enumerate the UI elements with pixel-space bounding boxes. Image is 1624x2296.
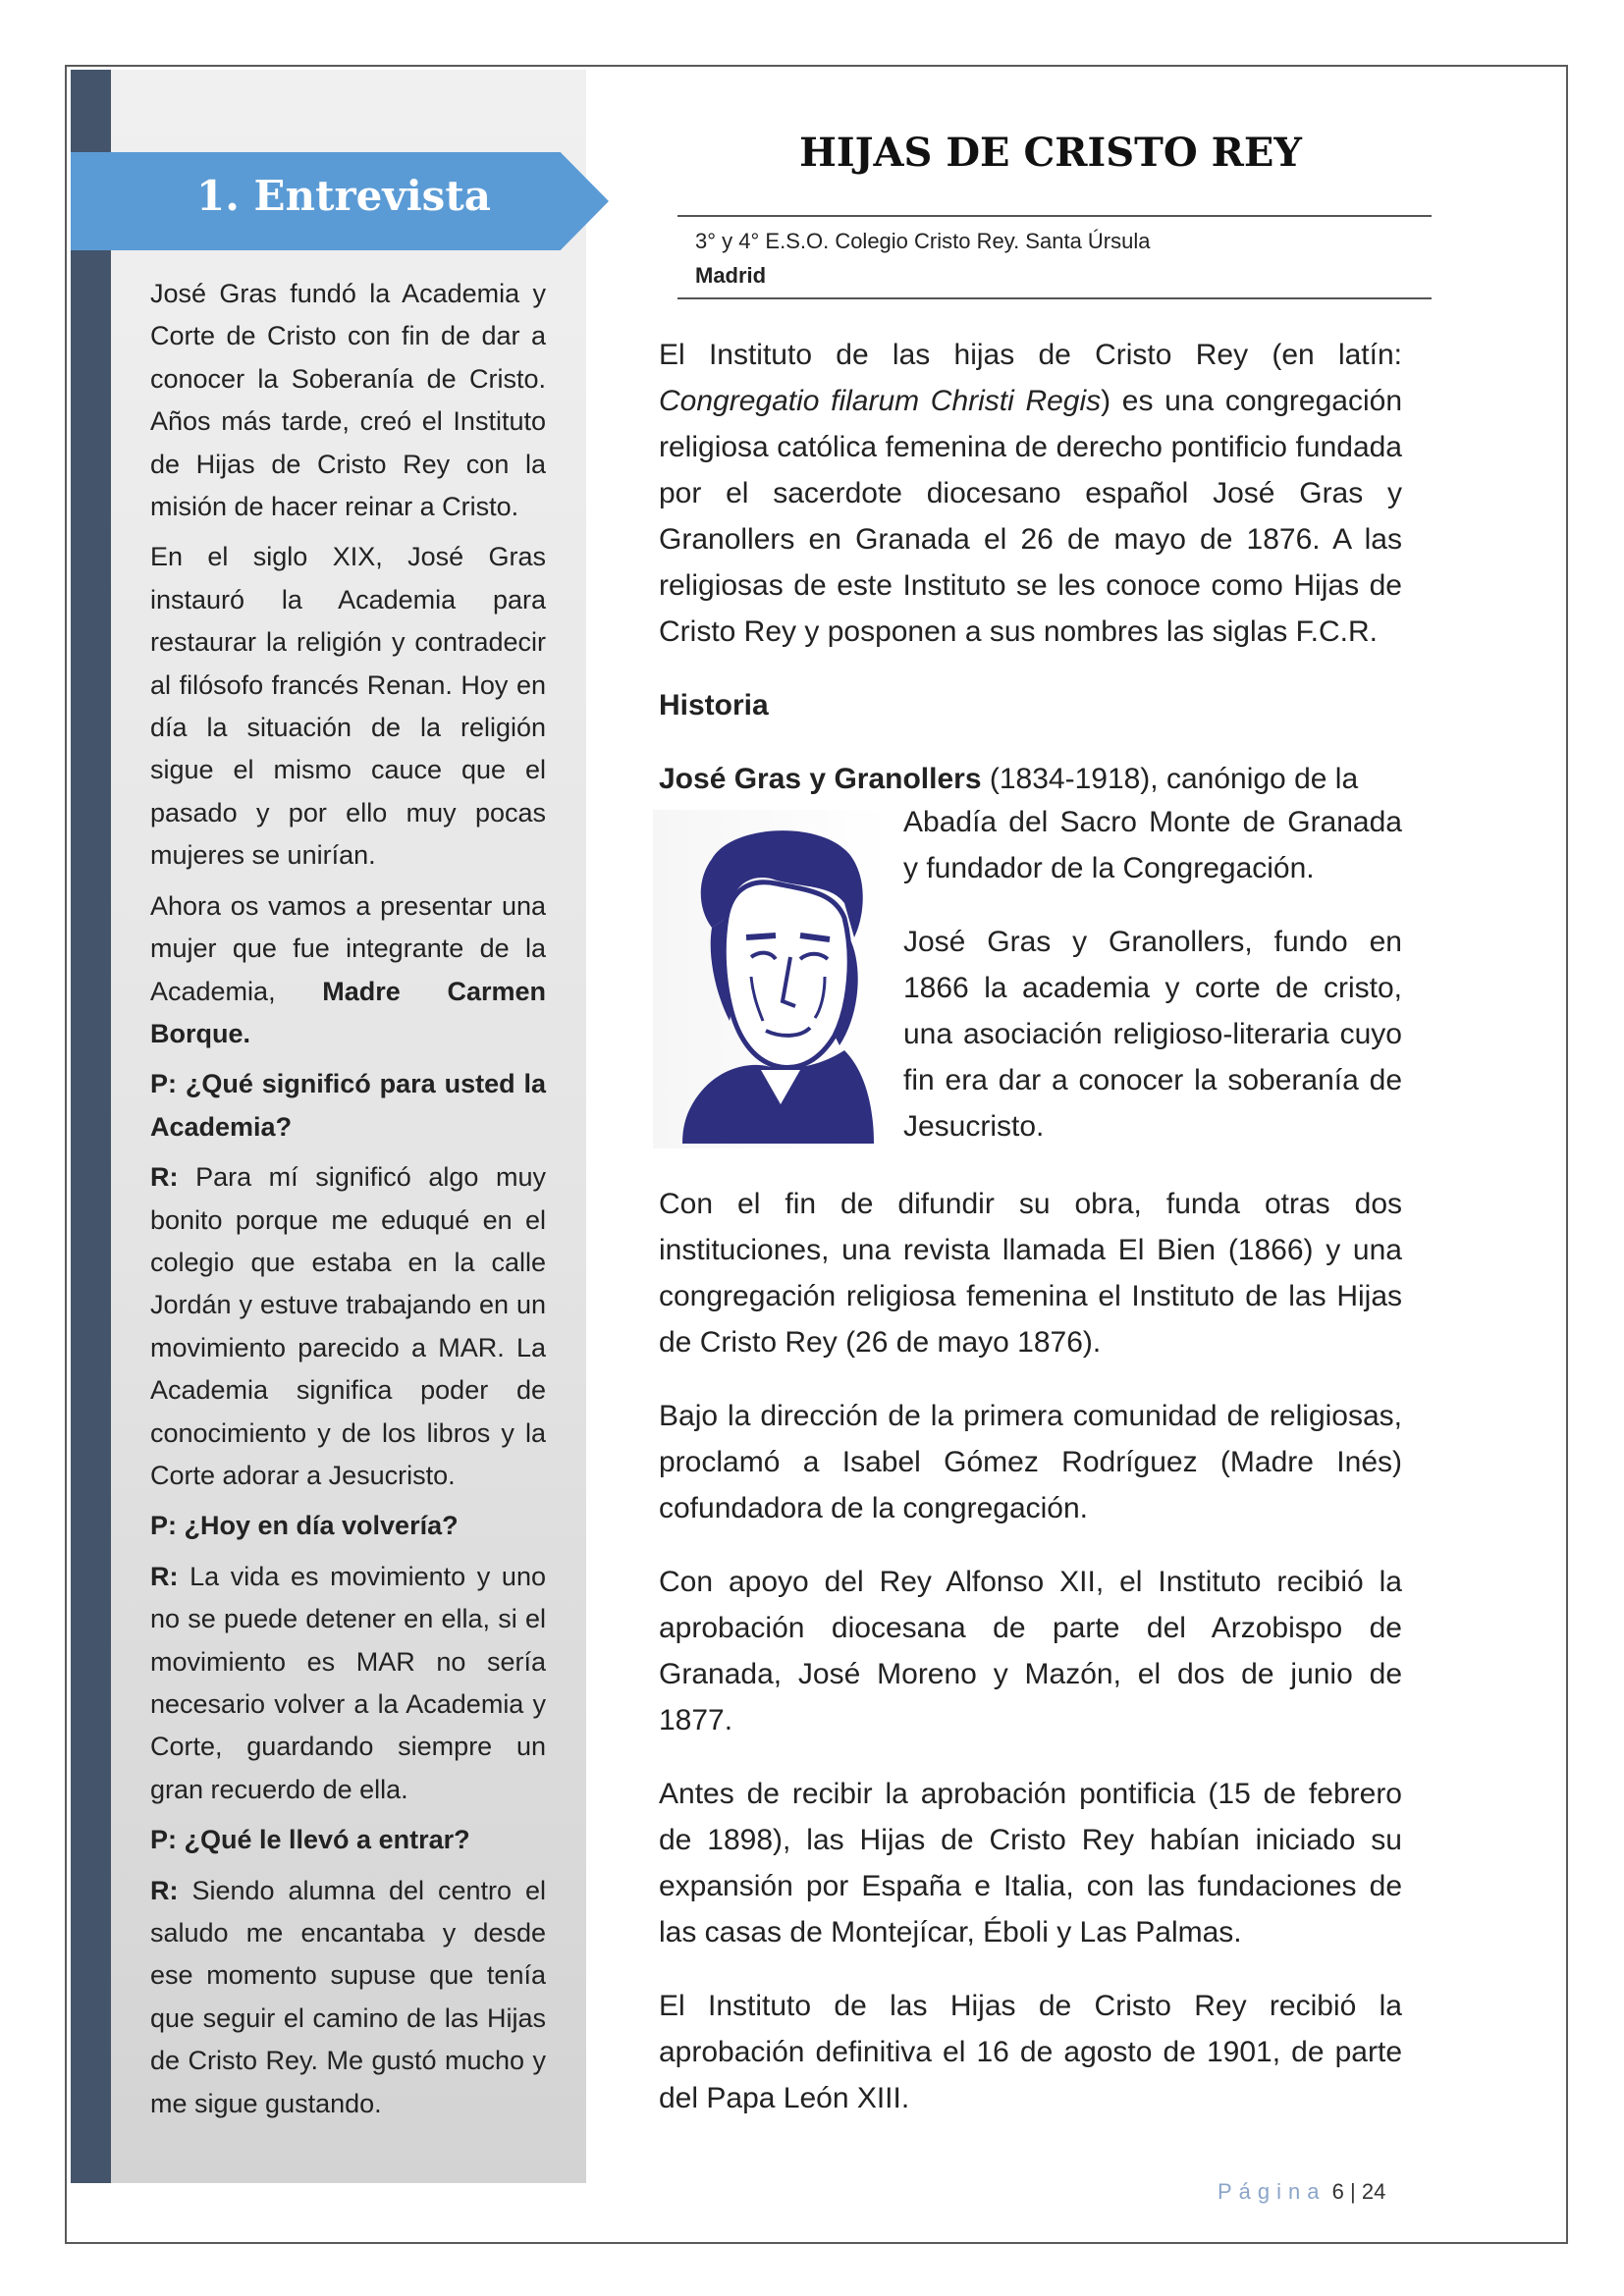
intro-paragraph: En el siglo XIX, José Gras instauró la Academia para restaurar la religión y contradecir al filósofo francés Renan. Hoy en día la situación de la religión sigue el mismo cauce que el pasado y por ello muy pocas mujeres se unirían. [150, 542, 546, 871]
bio-name: José Gras y Granollers [659, 763, 982, 795]
intro-paragraph [150, 885, 546, 1056]
page-total: 24 [1361, 2179, 1386, 2204]
intro-block [659, 332, 1402, 802]
answer-text: Siendo alumna del centro el saludo me encantaba y desde ese momento supuse que tenía que seguir el camino de las Hijas de Cristo Rey. Me gustó mucho y me sigue gustando. [150, 1875, 546, 2118]
page-footer [1218, 2179, 1385, 2205]
history-paragraph: Con apoyo del Rey Alfonso XII, el Instituto recibió la aprobación diocesana de parte del Arzobispo de Granada, José Moreno y Mazón, el dos de junio de 1877. [659, 1566, 1402, 1736]
bio-first-line [659, 756, 1402, 802]
subtitle-line: 3° y 4° E.S.O. Colegio Cristo Rey. Santa Úrsula [695, 229, 1151, 253]
interviewee-name: Madre Carmen Borque. [150, 976, 546, 1048]
document-subtitle [695, 224, 1150, 293]
history-paragraph: Bajo la dirección de la primera comunidad de religiosas, proclamó a Isabel Gómez Rodríguez (Madre Inés) cofundadora de la congregación. [659, 1400, 1402, 1524]
intro-text: El Instituto de las hijas de Cristo Rey (en latín: [659, 339, 1402, 371]
header-rule-bottom [677, 297, 1432, 299]
header-rule-top [677, 215, 1432, 217]
page-number: 6 [1331, 2179, 1344, 2204]
sidebar-text [150, 273, 546, 2133]
bio-float [903, 799, 1402, 1149]
answer-text: Para mí significó algo muy bonito porque me eduqué en el colegio que estaba en la calle Jordán y estuve trabajando en un movimiento parecido a MAR. La Academia significa poder de conocimiento y de los libros y la Corte adorar a Jesucristo. [150, 1162, 546, 1490]
history-block [659, 1181, 1402, 2149]
interview-question: P: ¿Hoy en día volvería? [150, 1511, 459, 1541]
interview-answer [150, 1870, 546, 2125]
sidebar-stripe [71, 70, 111, 2183]
section-heading: 1. Entrevista [196, 172, 491, 220]
bio-paragraph: José Gras y Granollers, fundo en 1866 la academia y corte de cristo, una asociación religioso-literaria cuyo fin era dar a conocer la soberanía de Jesucristo. [903, 926, 1402, 1143]
interview-answer [150, 1556, 546, 1811]
latin-name: Congregatio filarum Christi Regis [659, 385, 1102, 417]
intro-paragraph: José Gras fundó la Academia y Corte de Cristo con fin de dar a conocer la Soberanía de Cristo. Años más tarde, creó el Instituto de Hijas de Cristo Rey con la misión de hacer reinar a Cristo. [150, 279, 546, 522]
intro-text: ) es una congregación religiosa católica femenina de derecho pontificio fundada por el sacerdote diocesano español José Gras y Granollers en Granada el 26 de mayo de 1876. A las religiosas de este Instituto se les conoce como Hijas de Cristo Rey y posponen a sus nombres las siglas F.C.R. [659, 385, 1402, 648]
history-paragraph: Antes de recibir la aprobación pontificia (15 de febrero de 1898), las Hijas de Cristo Rey habían iniciado su expansión por España e Italia, con las fundaciones de las casas de Montejícar, Éboli y Las Palmas. [659, 1778, 1402, 1949]
interview-question: P: ¿Qué le llevó a entrar? [150, 1825, 470, 1855]
interview-question: P: ¿Qué significó para usted la Academia? [150, 1069, 546, 1142]
answer-label: R: [150, 1561, 179, 1591]
answer-label: R: [150, 1875, 179, 1905]
history-paragraph: El Instituto de las Hijas de Cristo Rey recibió la aprobación definitiva el 16 de agosto de 1901, de parte del Papa León XIII. [659, 1990, 1402, 2114]
portrait-drawing [653, 810, 889, 1148]
history-paragraph: Con el fin de difundir su obra, funda otras dos instituciones, una revista llamada El Bien (1866) y una congregación religiosa femenina el Instituto de las Hijas de Cristo Rey (26 de mayo 1876). [659, 1188, 1402, 1359]
answer-label: R: [150, 1162, 179, 1193]
bio-text: (1834-1918), canónigo de la [981, 763, 1359, 795]
founder-portrait [653, 810, 889, 1148]
interview-answer [150, 1156, 546, 1497]
intro-paragraph [659, 332, 1402, 655]
intro-text: Ahora os vamos a presentar una mujer que fue integrante de la Academia, [150, 890, 546, 1006]
bio-paragraph: Abadía del Sacro Monte de Granada y fundador de la Congregación. [903, 806, 1402, 884]
section-subheading: Historia [659, 689, 769, 721]
document-title: HIJAS DE CRISTO REY [799, 130, 1302, 176]
page-label: Página [1218, 2179, 1326, 2204]
answer-text: La vida es movimiento y uno no se puede detener en ella, si el movimiento es MAR no sería necesario volver a la Academia y Corte, guardando siempre un gran recuerdo de ella. [150, 1561, 546, 1804]
subtitle-city: Madrid [695, 263, 767, 288]
page-separator: | [1350, 2179, 1356, 2204]
